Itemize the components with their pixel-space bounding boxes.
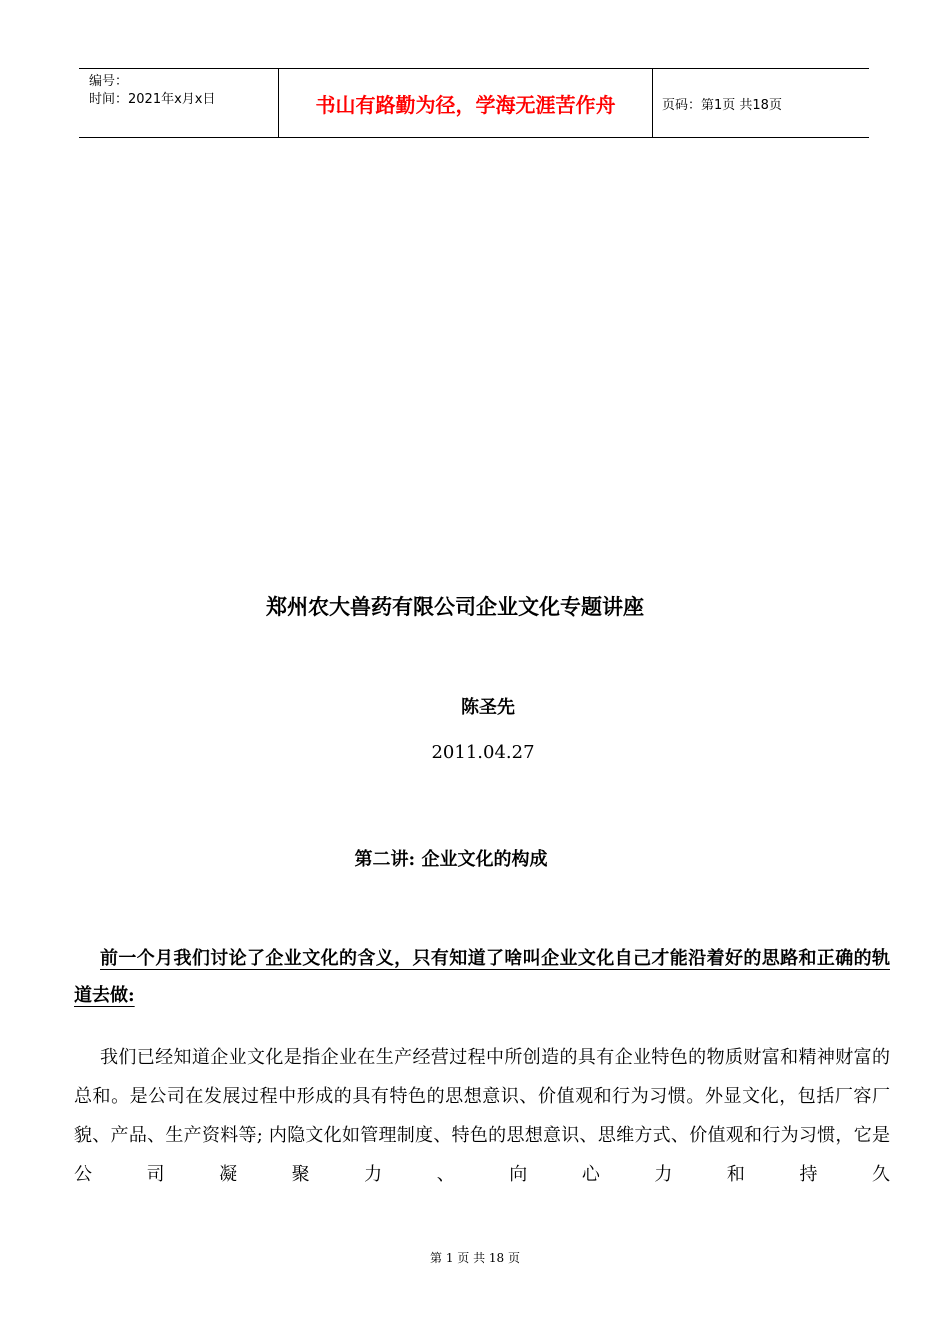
- document-time-label: 时间：2021年x月x日: [89, 92, 216, 107]
- lecture-title: 第二讲: 企业文化的构成: [354, 849, 548, 870]
- document-title: 郑州农大兽药有限公司企业文化专题讲座: [266, 594, 644, 619]
- page-footer: 第 1 页 共 18 页: [430, 1251, 520, 1265]
- header-motto: 书山有路勤为径，学海无涯苦作舟: [279, 69, 653, 137]
- header-page-code: 页码：第1页 共18页: [662, 97, 782, 113]
- document-author: 陈圣先: [461, 697, 515, 718]
- body-paragraph: 我们已经知道企业文化是指企业在生产经营过程中所创造的具有企业特色的物质财富和精神财富的总和。是公司在发展过程中形成的具有特色的思想意识、价值观和行为习惯。外显文化，包括厂容厂貌、产品、生产资料等; 内隐文化如管理制度、特色的思想意识、思维方式、价值观和行为习惯，它是公司凝聚力、向心力和持久: [74, 1047, 890, 1185]
- header-table: [79, 68, 869, 138]
- document-number-label: 编号：: [89, 74, 129, 89]
- document-date: 2011.04.27: [431, 742, 535, 763]
- header-meta-cell: [79, 69, 279, 137]
- intro-paragraph: 前一个月我们讨论了企业文化的含义，只有知道了啥叫企业文化自己才能沿着好的思路和正确的轨道去做:: [74, 948, 890, 1006]
